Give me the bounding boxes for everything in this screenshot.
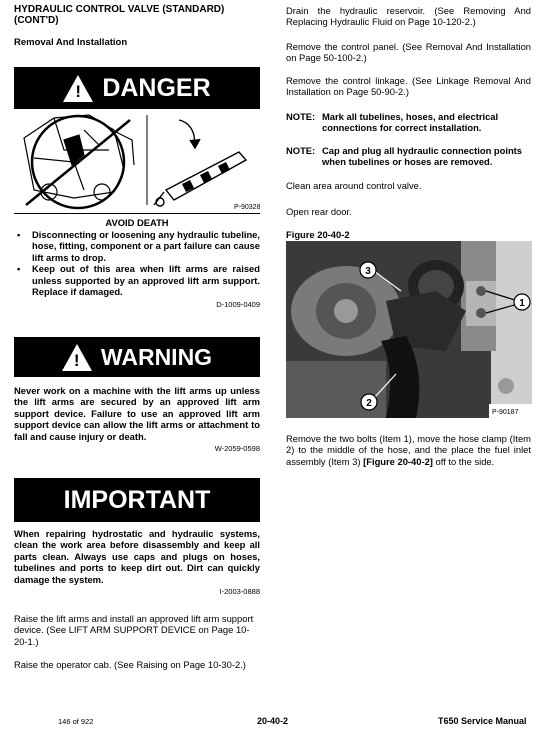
important-label: IMPORTANT <box>63 485 211 514</box>
warning-banner <box>14 337 260 377</box>
danger-banner <box>14 67 260 109</box>
warning-label: WARNING <box>100 343 213 370</box>
caption-text-end: off to the side. <box>432 455 495 467</box>
callout-2: 2 <box>366 398 372 409</box>
callout-1: 1 <box>519 298 525 309</box>
danger-illustration <box>14 110 260 213</box>
step-clean-area: Clean area around control valve. <box>286 180 422 191</box>
step-remove-linkage: Remove the control linkage. (See Linkage Removal And Installation on Page 50-90-2.) <box>286 75 531 98</box>
page-number: 20-40-2 <box>257 716 289 726</box>
callout-3: 3 <box>365 266 371 277</box>
note-label: NOTE: <box>286 111 316 122</box>
figure-caption <box>286 433 531 467</box>
page-count: 146 of 922 <box>58 717 94 726</box>
page-title <box>14 4 224 26</box>
alert-triangle-icon: ! <box>62 344 92 371</box>
step-remove-control-panel: Remove the control panel. (See Removal And Installation on Page 50-100-2.) <box>286 41 531 64</box>
danger-image-code: P-90328 <box>234 204 260 211</box>
danger-label: DANGER <box>102 73 211 102</box>
note-text: Cap and plug all hydraulic connection points when tubelines or hoses are removed. <box>322 145 523 168</box>
important-banner <box>14 478 260 522</box>
caption-text: Remove the two bolts (Item 1), move the hose clamp (Item 2) to the middle of the hose, and the place the fuel inlet assembly (Item 3) <box>286 433 531 467</box>
note-mark-tubelines <box>286 111 531 134</box>
step-open-rear-door: Open rear door. <box>286 206 352 217</box>
alert-triangle-icon: ! <box>63 75 93 102</box>
title-line-1: HYDRAULIC CONTROL VALVE (STANDARD) <box>14 4 225 15</box>
step-drain-reservoir: Drain the hydraulic reservoir. (See Removing And Replacing Hydraulic Fluid on Page 10-120-2.) <box>286 5 531 28</box>
manual-title: T650 Service Manual <box>438 716 527 726</box>
danger-bullets <box>14 229 260 298</box>
note-label: NOTE: <box>286 145 316 156</box>
note-cap-plug <box>286 145 531 168</box>
left-paragraph: Raise the operator cab. (See Raising on Page 10-30-2.) <box>14 659 246 670</box>
danger-bullet: • Keep out of this area when lift arms are raised unless supported by an approved lift arm support. Replace if damaged. <box>14 263 260 297</box>
danger-heading: AVOID DEATH <box>105 217 169 228</box>
figure-label: Figure 20-40-2 <box>286 229 350 240</box>
left-paragraph: Raise the lift arms and install an approved lift arm support device. (See LIFT ARM SUPPORT DEVICE on Page 10-20-1.) <box>14 613 254 647</box>
danger-bullet: • Disconnecting or loosening any hydraulic tubeline, hose, fitting, component or a part failure can cause lift arms to drop. <box>14 229 260 263</box>
photo-code: P-90187 <box>492 409 519 416</box>
warning-text: Never work on a machine with the lift arms up unless the lift arms are secured by an approved lift arm support device. Failure to use an approved lift arm support device can allow the lift arms or attachment to fall and cause injury or death. <box>14 385 260 442</box>
important-code: I-2003-0888 <box>219 587 260 596</box>
note-text: Mark all tubelines, hoses, and electrical connections for correct installation. <box>322 111 499 134</box>
danger-code: D-1009-0409 <box>216 300 260 309</box>
section-subtitle: Removal And Installation <box>14 37 128 48</box>
figure-reference: [Figure 20-40-2] <box>363 455 433 467</box>
figure-photo <box>286 241 532 418</box>
important-text: When repairing hydrostatic and hydraulic systems, clean the work area before disassembly and keep all parts clean. Always use caps and plugs on hoses, tubelines and ports to keep dirt out. Dirt can quickly damage the system. <box>14 528 260 585</box>
warning-code: W-2059-0598 <box>214 444 260 453</box>
title-line-2: (CONT'D) <box>14 15 59 26</box>
